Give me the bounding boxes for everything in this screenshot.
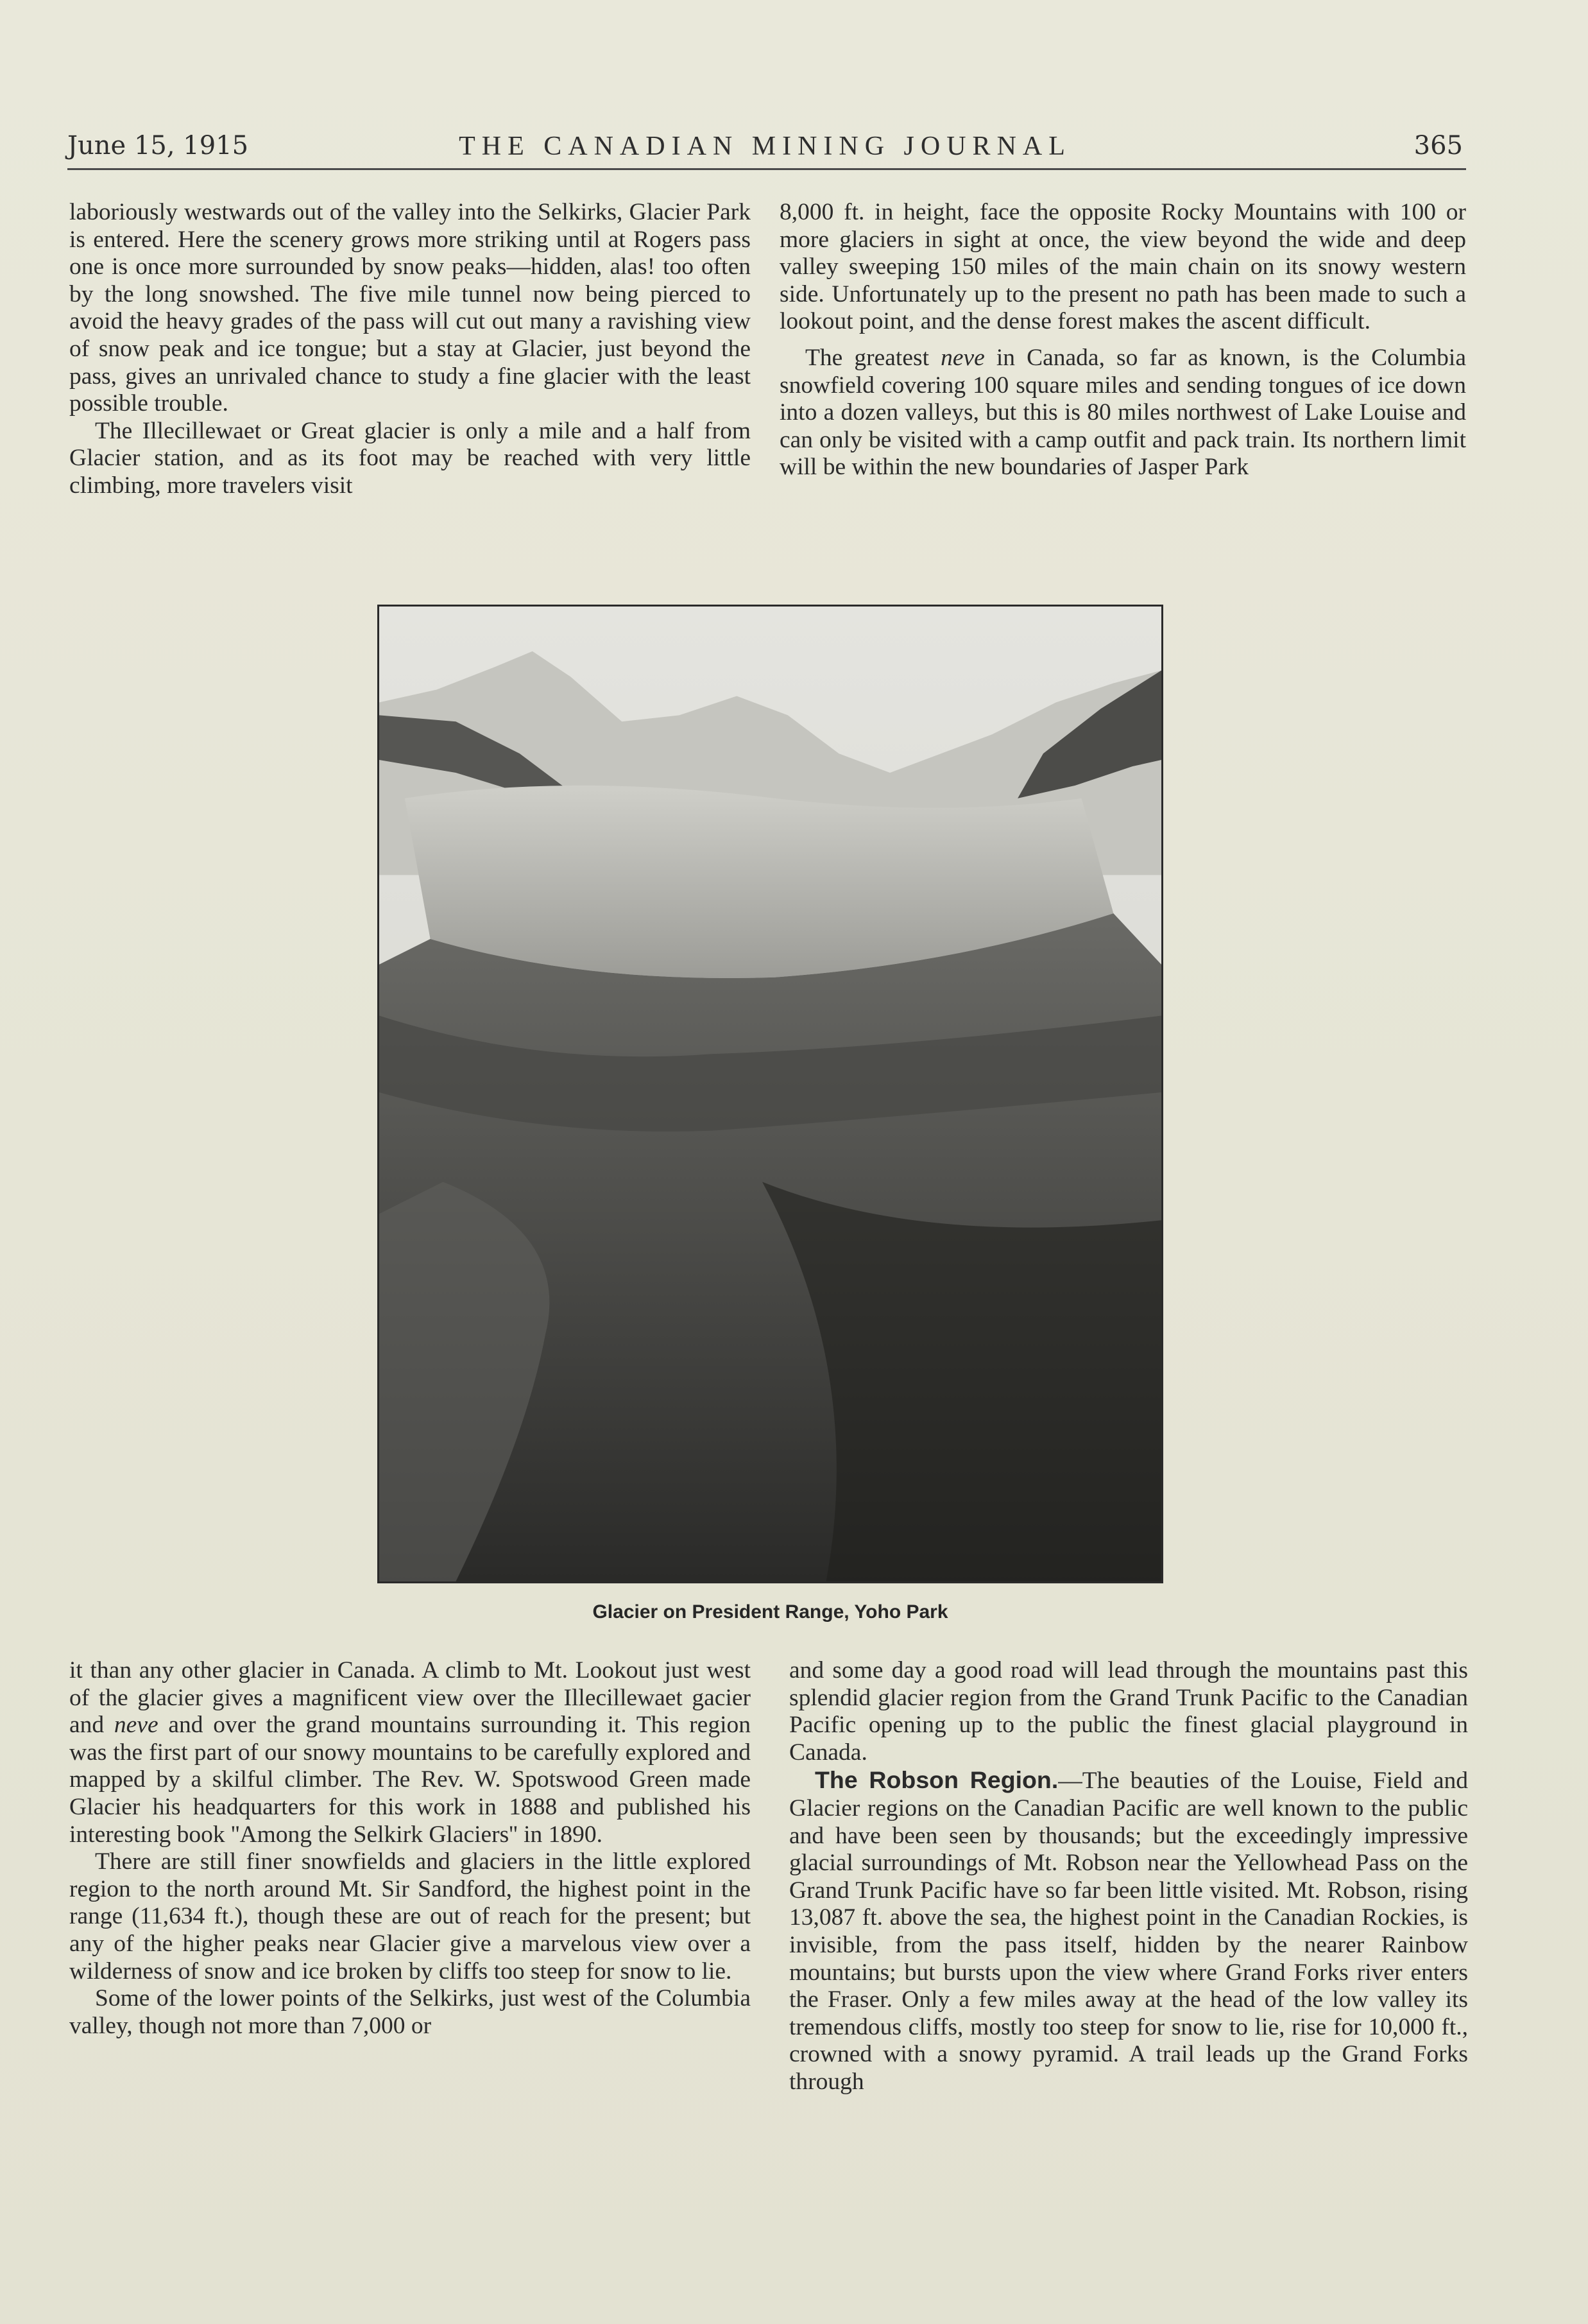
figure-caption: Glacier on President Range, Yoho Park [592, 1601, 948, 1622]
paragraph: 8,000 ft. in height, face the opposite Rocky Mountains with 100 or more glaciers in sight at once, the view beyond the wide and deep valley sweeping 150 miles of the main chain on its snowy western side. Unfortunately up to the present no path has been made to such a lookout point, and the dense forest makes the ascent difficult. [780, 199, 1466, 335]
column-bottom-left [69, 1657, 751, 2040]
paragraph: There are still finer snowfields and glaciers in the little explored region to the north around Mt. Sir Sandford, the highest point in the range (11,634 ft.), though these are out of reach for the present; but any of the higher peaks near Glacier give a marvelous view over a wilderness of snow and ice broken by cliffs too steep for snow to lie. [69, 1848, 751, 1984]
paragraph: Some of the lower points of the Selkirks, just west of the Columbia valley, though not more than 7,000 or [69, 1985, 751, 2039]
text-run: in Canada, so far as known, is the Columbia snowfield covering 100 square miles and sending tongues of ice down into a dozen valleys, but this is 80 miles northwest of Lake Louise and can only be visited with a camp outfit and pack train. Its northern limit will be within the new boundaries of Jasper Park [780, 344, 1466, 481]
italic-term: neve [114, 1712, 158, 1739]
column-top-left [69, 199, 751, 500]
text-run: —The beauties of the Louise, Field and Glacier regions on the Canadian Pacific are well known to the public and have been seen by thousands; but the exceedingly impressive glacial surroundings of Mt. Robson near the Yellowhead Pass on the Grand Trunk Pacific have so far been little visited. Mt. Robson, rising 13,087 ft. above the sea, the highest point in the Canadian Rockies, is invisible, from the pass itself, hidden by the nearer Rainbow mountains; but bursts upon the view where Grand Forks river enters the Fraser. Only a few miles away at the head of the low valley its tremendous cliffs, mostly too steep for snow to lie, rise for 10,000 ft., crowned with a snowy pyramid. A trail leads up the Grand Forks through [789, 1768, 1468, 2095]
section-heading: The Robson Region. [815, 1766, 1059, 1794]
text-run: and over the grand mountains surrounding it. This region was the first part of our snowy mountains to be carefully explored and mapped by a skilful climber. The Rev. W. Spotswood Green made Glacier his headquarters for this work in 1888 and published his interesting book ''Among the Selkirk Glaciers'' in 1890. [69, 1712, 751, 1848]
paragraph: laboriously westwards out of the valley into the Selkirks, Glacier Park is entered. Here the scenery grows more striking until at Rogers pass one is once more surrounded by snow peaks—hidden, alas! too often by the long snowshed. The five mile tunnel now being pierced to avoid the heavy grades of the pass will cut out many a ravishing view of snow peak and ice tongue; but a stay at Glacier, just beyond the pass, gives an unrivaled chance to study a fine glacier with the least possible trouble. [69, 199, 751, 417]
journal-title: THE CANADIAN MINING JOURNAL [459, 132, 1071, 161]
page-number: 365 [1413, 131, 1463, 160]
photo-drawing [379, 607, 1161, 1581]
glacier-photograph [377, 605, 1163, 1583]
paragraph: and some day a good road will lead through the mountains past this splendid glacier region from the Grand Trunk Pacific to the Canadian Pacific opening up to the public the finest glacial playground in Canada. [789, 1657, 1468, 1766]
issue-date: June 15, 1915 [67, 131, 249, 160]
page-header [67, 127, 1463, 166]
text-run: The greatest [805, 344, 941, 371]
header-rule [67, 168, 1466, 170]
text-run: it than any other glacier in Canada. A climb to Mt. Lookout just west of the glacier gives a magnificent view over the Illecillewaet gacier and [69, 1657, 751, 1739]
paragraph: The Illecillewaet or Great glacier is only a mile and a half from Glacier station, and as its foot may be reached with very little climbing, more travelers visit [69, 417, 751, 499]
column-bottom-right [789, 1657, 1468, 2096]
paragraph [69, 1657, 751, 1848]
paragraph [789, 1766, 1468, 2096]
paragraph [780, 345, 1466, 481]
column-top-right [780, 199, 1466, 481]
italic-term: neve [941, 344, 985, 371]
